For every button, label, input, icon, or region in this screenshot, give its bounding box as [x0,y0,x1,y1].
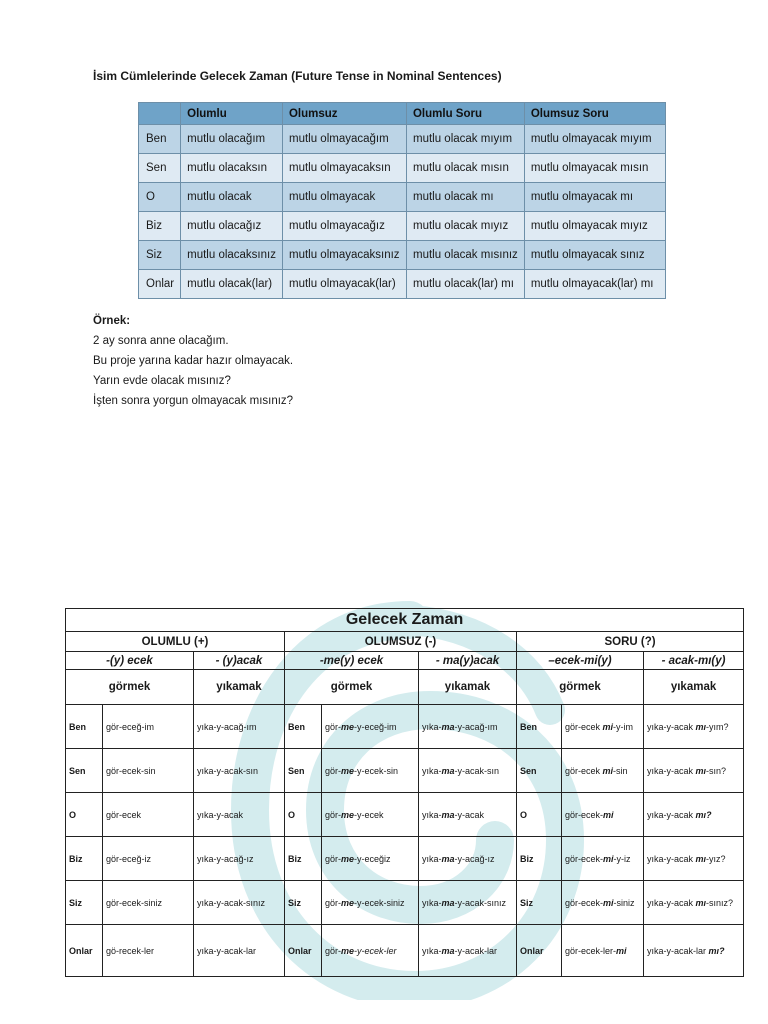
suffix-highlight: me [341,853,355,864]
pronoun-cell: Onlar [285,925,322,977]
suffix-highlight: me [341,945,355,956]
word-part: yıka-y-acak [647,853,696,864]
word-part: gör-ecek- [565,809,604,820]
conjugation-cell [562,837,644,881]
word-part: -y-acak-lar [454,945,498,956]
suffix-highlight: ma [441,945,455,956]
suffix-highlight: mi [603,853,614,864]
pronoun-cell: Biz [517,837,562,881]
conjugation-cell: mutlu olacak [181,183,283,212]
pronoun-cell: Onlar [66,925,103,977]
conjugation-cell: mutlu olmayacak mısın [524,154,665,183]
conjugation-cell [644,881,744,925]
table-row [66,793,744,837]
word-part: -y-acak-sınız [454,897,507,908]
pronoun-cell: Ben [66,705,103,749]
conjugation-cell: mutlu olacak mısın [406,154,524,183]
conjugation-cell: mutlu olmayacak mıyım [524,125,665,154]
conjugation-cell: gör-ecek-sin [103,749,194,793]
pronoun-cell: O [285,793,322,837]
word-part: -y-eceğ-im [354,721,397,732]
conjugation-cell [322,837,419,881]
conjugation-cell: mutlu olacak(lar) [181,270,283,299]
examples-block [93,311,293,411]
word-part: gör-ecek [565,721,603,732]
conjugation-cell: mutlu olmayacak(lar) mı [524,270,665,299]
conjugation-cell: gör-eceğ-im [103,705,194,749]
suffix-highlight: ma [441,721,455,732]
suffix-highlight: mi [603,809,614,820]
suffix-highlight: mi [616,945,627,956]
word-part: yıka- [422,809,442,820]
nominal-future-table [138,102,666,299]
table-row [139,270,666,299]
word-part: -y-acağ-ız [454,853,495,864]
header-cell: Olumsuz Soru [524,103,665,125]
pronoun-cell: Sen [517,749,562,793]
conjugation-cell: mutlu olacağım [181,125,283,154]
word-part: gör-ecek- [565,897,604,908]
conjugation-cell: yıka-y-acak [194,793,285,837]
pronoun-cell: Biz [66,837,103,881]
pronoun-cell: Siz [285,881,322,925]
conjugation-cell [562,749,644,793]
table-row [66,925,744,977]
word-part: gör-ecek- [565,853,604,864]
table-row [139,241,666,270]
conjugation-cell: mutlu olacak mı [406,183,524,212]
suffix-highlight: mı? [708,945,725,956]
suffix-cell: - (y)acak [194,652,285,670]
conjugation-cell [419,705,517,749]
conjugation-cell: mutlu olmayacağım [282,125,406,154]
table-row [66,749,744,793]
pronoun-cell: O [517,793,562,837]
pronoun-cell: Biz [139,212,181,241]
conjugation-cell: yıka-y-acak-lar [194,925,285,977]
table-row [139,125,666,154]
word-part: yıka-y-acak [647,765,696,776]
page-title: İsim Cümlelerinde Gelecek Zaman (Future Tense in Nominal Sentences) [93,69,502,83]
conjugation-cell: mutlu olacaksınız [181,241,283,270]
word-part: -y-ecek-ler [354,945,397,956]
pronoun-cell: Ben [285,705,322,749]
conjugation-cell [419,837,517,881]
word-part: gör-ecek-ler- [565,945,617,956]
word-part: yıka- [422,897,442,908]
pronoun-cell: Sen [285,749,322,793]
conjugation-cell [419,793,517,837]
conjugation-cell [562,705,644,749]
word-part: yıka- [422,853,442,864]
conjugation-cell [419,749,517,793]
table-row [66,881,744,925]
conjugation-cell: yıka-y-acak-sın [194,749,285,793]
word-part: -yım? [706,721,729,732]
word-part: -y-acak [454,809,485,820]
table-header-row [139,103,666,125]
conjugation-cell: mutlu olmayacak mıyız [524,212,665,241]
suffix-highlight: ma [441,897,455,908]
suffix-highlight: ma [441,765,455,776]
conjugation-cell: mutlu olmayacak(lar) [282,270,406,299]
pronoun-cell: Onlar [517,925,562,977]
pronoun-cell: O [139,183,181,212]
pronoun-cell: Sen [66,749,103,793]
word-part: gör- [325,765,342,776]
suffix-highlight: mı [695,765,707,776]
pronoun-cell: Siz [66,881,103,925]
header-cell: Olumsuz [282,103,406,125]
word-part: yıka- [422,945,442,956]
conjugation-cell: mutlu olacak(lar) mı [406,270,524,299]
suffix-highlight: me [341,897,355,908]
verb-cell: görmek [66,670,194,705]
verb-cell: görmek [517,670,644,705]
suffix-highlight: mı? [695,809,712,820]
conjugation-cell [322,925,419,977]
examples-label: Örnek: [93,315,131,327]
table-row [139,212,666,241]
conjugation-cell: mutlu olmayacak [282,183,406,212]
suffix-highlight: mı [695,897,707,908]
conjugation-cell: mutlu olacağız [181,212,283,241]
example-sentence: 2 ay sonra anne olacağım. [93,335,229,347]
suffix-cell: –ecek-mi(y) [517,652,644,670]
future-tense-verbs-table [65,608,744,977]
suffix-highlight: mi [603,897,614,908]
word-part: gör- [325,945,342,956]
conjugation-cell: gör-ecek [103,793,194,837]
suffix-highlight: mı [695,853,707,864]
word-part: yıka-y-acak [647,809,696,820]
suffix-cell: - ma(y)acak [419,652,517,670]
conjugation-cell [419,925,517,977]
word-part: gör- [325,809,342,820]
word-part: yıka-y-acak [647,721,696,732]
conjugation-cell [644,793,744,837]
conjugation-cell [562,925,644,977]
word-part: gör- [325,853,342,864]
section-header-olumsuz: OLUMSUZ (-) [285,632,517,652]
suffix-highlight: me [341,809,355,820]
table-row [66,705,744,749]
conjugation-cell [322,881,419,925]
word-part: -sınız? [706,897,734,908]
pronoun-cell: Siz [517,881,562,925]
word-part: yıka- [422,765,442,776]
conjugation-cell [419,881,517,925]
conjugation-cell [322,793,419,837]
conjugation-cell [644,705,744,749]
word-part: -y-ecek-siniz [354,897,405,908]
conjugation-cell [644,925,744,977]
suffix-highlight: mi [602,765,614,776]
suffix-highlight: mı [695,721,707,732]
conjugation-cell: yıka-y-acağ-ız [194,837,285,881]
table-row [66,837,744,881]
pronoun-cell: Siz [139,241,181,270]
pronoun-cell: Sen [139,154,181,183]
header-cell: Olumlu [181,103,283,125]
suffix-highlight: ma [441,809,455,820]
suffix-cell: -me(y) ecek [285,652,419,670]
suffix-highlight: me [341,721,355,732]
conjugation-cell: yıka-y-acak-sınız [194,881,285,925]
example-sentence: Yarın evde olacak mısınız? [93,375,231,387]
word-part: -yız? [706,853,726,864]
pronoun-cell: Biz [285,837,322,881]
header-cell: Olumlu Soru [406,103,524,125]
word-part: -sin [613,765,628,776]
conjugation-cell [562,881,644,925]
conjugation-cell: gör-ecek-siniz [103,881,194,925]
conjugation-cell: mutlu olacaksın [181,154,283,183]
section-header-soru: SORU (?) [517,632,744,652]
conjugation-cell: mutlu olmayacak sınız [524,241,665,270]
word-part: yıka- [422,721,442,732]
word-part: -y-acak-sın [454,765,500,776]
word-part: gör-ecek [565,765,603,776]
word-part: -y-ecek-sin [354,765,399,776]
word-part: gör- [325,897,342,908]
suffix-highlight: mi [602,721,614,732]
conjugation-cell [644,837,744,881]
word-part: -y-eceğiz [354,853,391,864]
conjugation-cell [644,749,744,793]
conjugation-cell: yıka-y-acağ-ım [194,705,285,749]
pronoun-cell: Onlar [139,270,181,299]
word-part: -y-im [613,721,634,732]
section-header-olumlu: OLUMLU (+) [66,632,285,652]
example-sentence: İşten sonra yorgun olmayacak mısınız? [93,395,294,407]
conjugation-cell: mutlu olacak mısınız [406,241,524,270]
word-part: -sın? [706,765,727,776]
verb-cell: görmek [285,670,419,705]
verb-cell: yıkamak [194,670,285,705]
suffix-cell: -(y) ecek [66,652,194,670]
conjugation-cell [562,793,644,837]
conjugation-cell: mutlu olmayacaksın [282,154,406,183]
suffix-highlight: me [341,765,355,776]
table-title: Gelecek Zaman [66,609,744,632]
conjugation-cell: mutlu olmayacağız [282,212,406,241]
conjugation-cell: gör-eceğ-iz [103,837,194,881]
conjugation-cell: mutlu olacak mıyım [406,125,524,154]
conjugation-cell: mutlu olmayacaksınız [282,241,406,270]
word-part: -y-ecek [354,809,384,820]
word-part: yıka-y-acak [647,897,696,908]
word-part: -y-iz [613,853,631,864]
suffix-highlight: ma [441,853,455,864]
header-cell [139,103,181,125]
conjugation-cell: gö-recek-ler [103,925,194,977]
table-row [139,183,666,212]
suffix-cell: - acak-mı(y) [644,652,744,670]
conjugation-cell: mutlu olacak mıyız [406,212,524,241]
word-part: -siniz [613,897,635,908]
conjugation-cell: mutlu olmayacak mı [524,183,665,212]
conjugation-cell [322,749,419,793]
verb-cell: yıkamak [419,670,517,705]
verb-cell: yıkamak [644,670,744,705]
word-part: yıka-y-acak-lar [647,945,709,956]
pronoun-cell: O [66,793,103,837]
word-part: -y-acağ-ım [454,721,498,732]
conjugation-cell [322,705,419,749]
example-sentence: Bu proje yarına kadar hazır olmayacak. [93,355,294,367]
pronoun-cell: Ben [139,125,181,154]
table-row [139,154,666,183]
pronoun-cell: Ben [517,705,562,749]
word-part: gör- [325,721,342,732]
